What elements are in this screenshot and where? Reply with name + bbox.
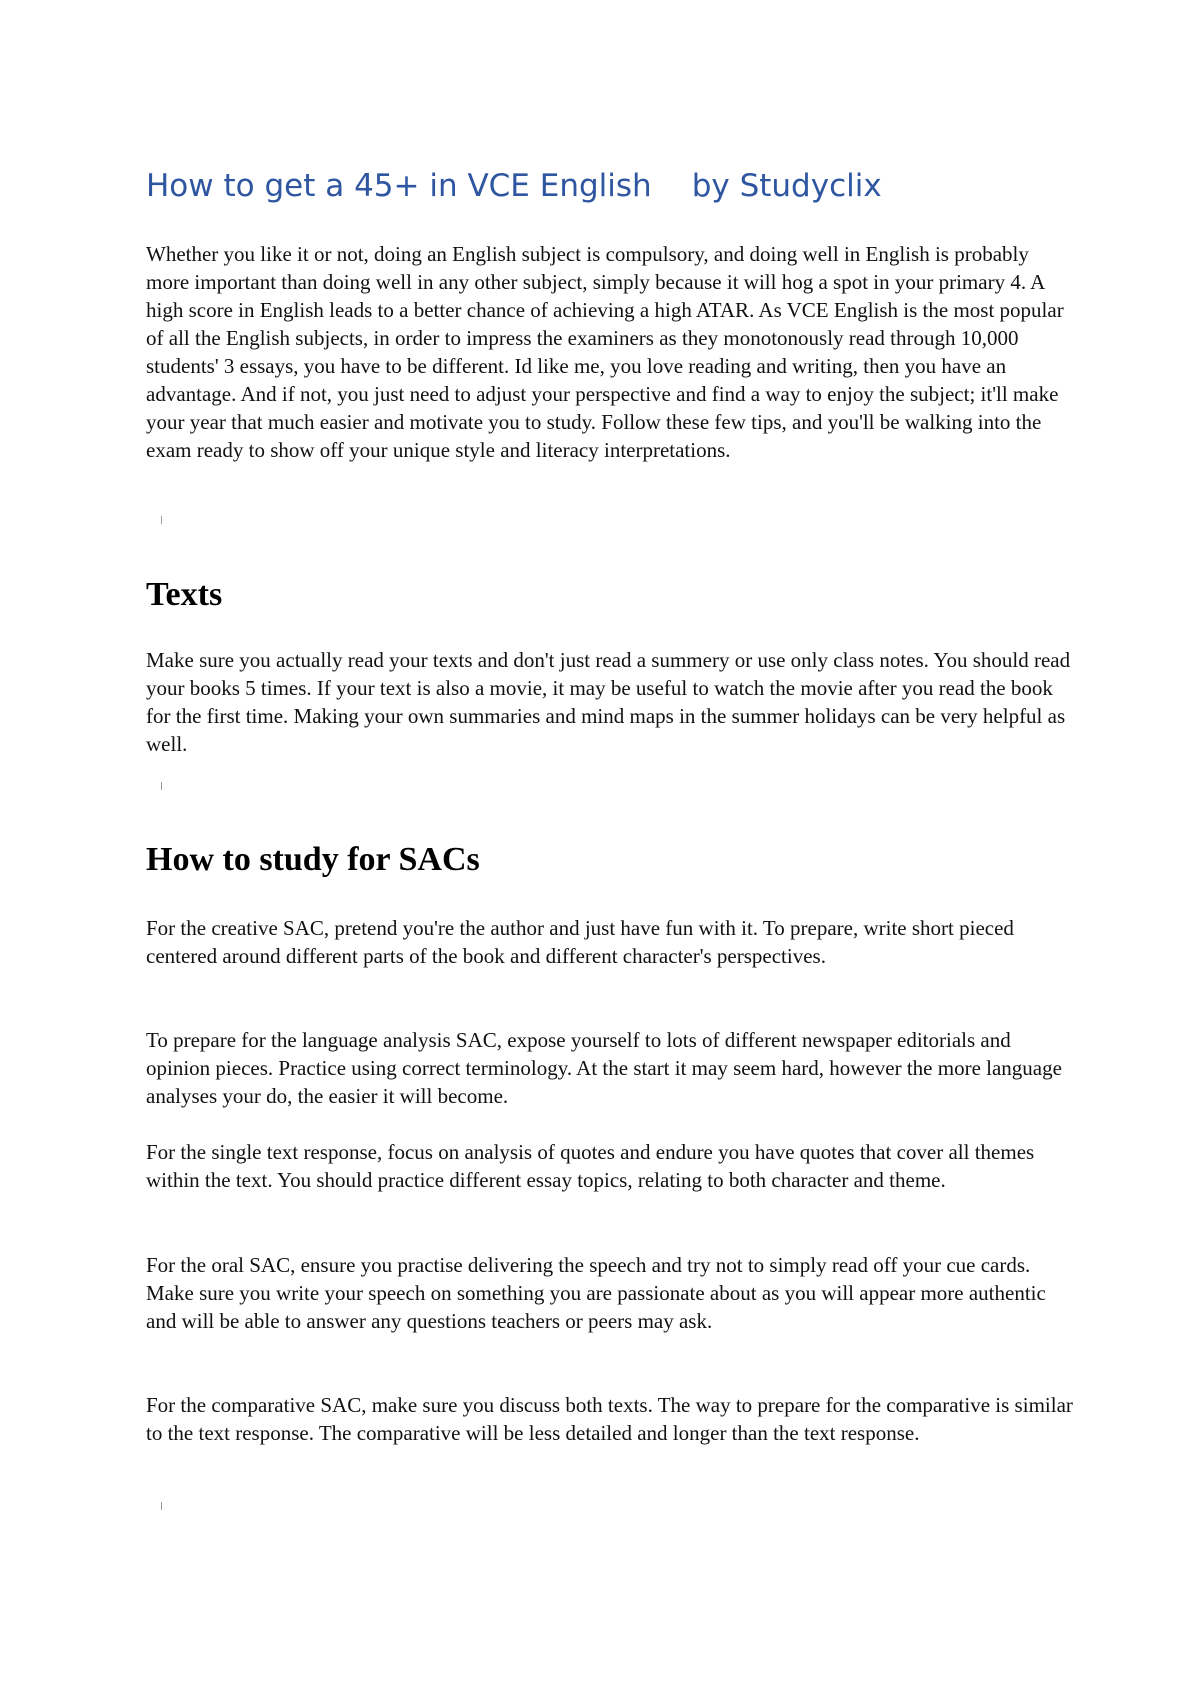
paragraph-mark	[161, 782, 162, 790]
section-heading-sacs: How to study for SACs	[146, 841, 480, 878]
oral-sac-paragraph: For the oral SAC, ensure you practise delivering the speech and try not to simply read off your cue cards. Make sure you write your speech on something you are passionate about as you will appear more authentic and will be able to answer any questions teachers or peers may ask.	[146, 1253, 1046, 1333]
texts-paragraph: Make sure you actually read your texts and don't just read a summery or use only class notes. You should read your books 5 times. If your text is also a movie, it may be useful to watch the movie after you read the book for the first time. Making your own summaries and mind maps in the summer holidays can be very helpful as well.	[146, 648, 1071, 756]
title-text: How to get a 45+ in VCE English	[146, 168, 652, 204]
language-analysis-paragraph: To prepare for the language analysis SAC, expose yourself to lots of different newspaper editorials and opinion pieces. Practice using correct terminology. At the start it may seem hard, however the more language analyses your do, the easier it will become.	[146, 1028, 1062, 1108]
paragraph-mark	[161, 516, 162, 524]
text-response-paragraph: For the single text response, focus on analysis of quotes and endure you have quotes that cover all themes within the text. You should practice different essay topics, relating to both character and theme.	[146, 1140, 1035, 1192]
section-heading-texts: Texts	[146, 576, 223, 613]
page-title	[146, 168, 882, 204]
comparative-sac-paragraph: For the comparative SAC, make sure you discuss both texts. The way to prepare for the comparative is similar to the text response. The comparative will be less detailed and longer than the text response.	[146, 1393, 1073, 1445]
byline: by Studyclix	[691, 168, 882, 204]
intro-paragraph: Whether you like it or not, doing an English subject is compulsory, and doing well in English is probably more important than doing well in any other subject, simply because it will hog a spot in your primary 4. A high score in English leads to a better chance of achieving a high ATAR. As VCE English is the most popular of all the English subjects, in order to impress the examiners as they monotonously read through 10,000 students' 3 essays, you have to be different. Id like me, you love reading and writing, then you have an advantage. And if not, you just need to adjust your perspective and find a way to enjoy the subject; it'll make your year that much easier and motivate you to study. Follow these few tips, and you'll be walking into the exam ready to show off your unique style and literacy interpretations.	[146, 242, 1064, 462]
paragraph-mark	[161, 1502, 162, 1510]
creative-sac-paragraph: For the creative SAC, pretend you're the author and just have fun with it. To prepare, write short pieced centered around different parts of the book and different character's perspectives.	[146, 916, 1014, 968]
